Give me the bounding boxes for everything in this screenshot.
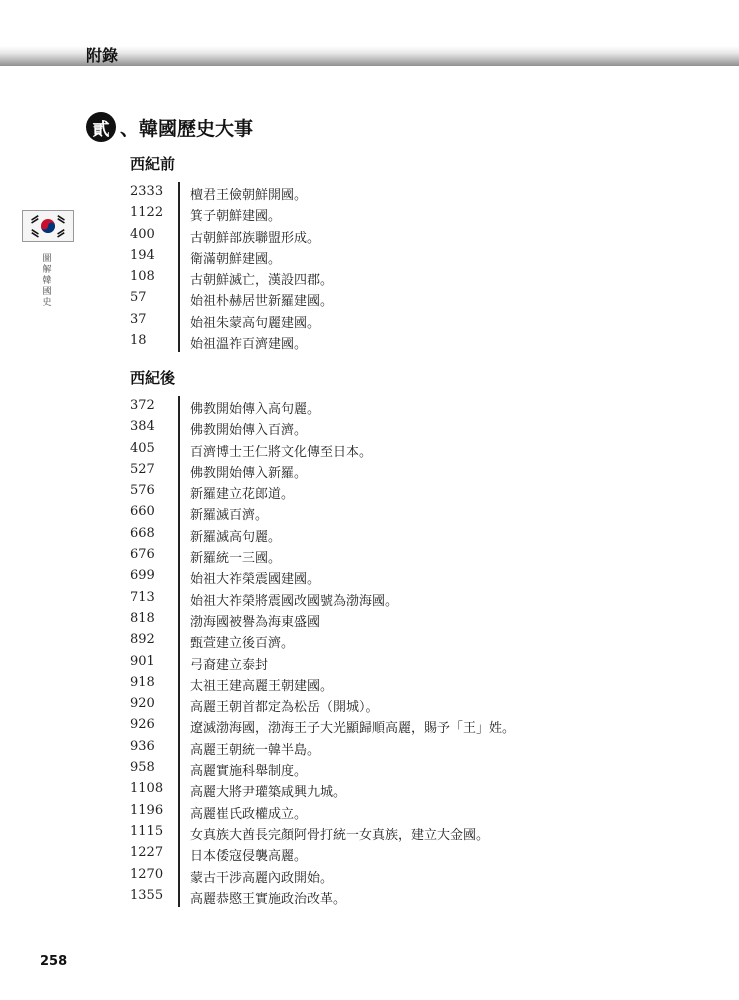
year: 958 — [130, 760, 155, 776]
timeline-bar — [178, 203, 180, 224]
event: 女真族大酋長完顏阿骨打統一女真族，建立大金國。 — [190, 827, 490, 843]
timeline-bar — [178, 460, 180, 481]
year: 400 — [130, 226, 155, 242]
year: 660 — [130, 504, 155, 520]
year: 1227 — [130, 845, 164, 861]
year: 926 — [130, 717, 155, 733]
event: 古朝鮮部族聯盟形成。 — [190, 230, 321, 246]
event: 高麗王朝統一韓半島。 — [190, 742, 321, 758]
event: 蒙古干涉高麗內政開始。 — [190, 870, 334, 886]
event: 衛滿朝鮮建國。 — [190, 251, 282, 267]
year: 901 — [130, 653, 155, 669]
timeline-bar — [178, 588, 180, 609]
timeline-bar — [178, 182, 180, 203]
event: 佛教開始傳入百濟。 — [190, 423, 308, 439]
timeline-bar — [178, 801, 180, 822]
timeline-bar — [178, 310, 180, 331]
year: 384 — [130, 419, 155, 435]
event: 新羅滅高句麗。 — [190, 529, 282, 545]
year: 108 — [130, 269, 155, 285]
year: 37 — [130, 311, 147, 327]
year: 194 — [130, 247, 155, 263]
timeline-bar — [178, 609, 180, 630]
timeline-bar — [178, 630, 180, 651]
event: 新羅建立花郎道。 — [190, 487, 295, 503]
timeline-bar — [178, 737, 180, 758]
page-number: 258 — [40, 954, 68, 969]
timeline-bar — [178, 396, 180, 417]
event: 始祖朱蒙高句麗建國。 — [190, 315, 321, 331]
timeline-bar — [178, 843, 180, 864]
section-separator: 、 — [120, 117, 140, 140]
timeline-bar — [178, 246, 180, 267]
section-title-text: 韓國歷史大事 — [139, 117, 254, 140]
timeline-bar — [178, 267, 180, 288]
year: 892 — [130, 632, 155, 648]
event: 太祖王建高麗王朝建國。 — [190, 678, 334, 694]
year: 1122 — [130, 205, 164, 221]
event: 檀君王儉朝鮮開國。 — [190, 188, 308, 203]
event: 始祖大祚榮震國建國。 — [190, 572, 321, 588]
timeline-bar — [178, 439, 180, 460]
timeline-bar — [178, 673, 180, 694]
event: 新羅統一三國。 — [190, 551, 282, 567]
year: 576 — [130, 483, 155, 499]
bc-heading: 西紀前 — [130, 155, 176, 173]
year: 405 — [130, 440, 155, 456]
timeline-bar — [178, 225, 180, 246]
timeline-bar — [178, 779, 180, 800]
year: 668 — [130, 525, 155, 541]
year: 1108 — [130, 781, 164, 797]
sidebar-vertical-label: 圖解韓國史 — [42, 254, 52, 308]
event: 甄萱建立後百濟。 — [190, 636, 295, 652]
event: 高麗崔氏政權成立。 — [190, 806, 308, 822]
timeline-bar — [178, 865, 180, 886]
timeline-bar — [178, 886, 180, 907]
timeline-bar — [178, 715, 180, 736]
event: 百濟博士王仁將文化傳至日本。 — [190, 444, 373, 460]
year: 920 — [130, 696, 155, 712]
timeline-bar — [178, 694, 180, 715]
event: 始祖溫祚百濟建國。 — [190, 337, 308, 353]
taegeuk-flag-icon — [22, 210, 74, 242]
year: 1196 — [130, 802, 164, 818]
timeline-bar — [178, 758, 180, 779]
timeline-bar — [178, 417, 180, 438]
year: 918 — [130, 674, 155, 690]
timeline-bar — [178, 545, 180, 566]
event: 日本倭寇侵襲高麗。 — [190, 849, 308, 865]
section-number-badge: 貳 — [86, 112, 116, 142]
year: 527 — [130, 461, 155, 477]
event: 高麗實施科舉制度。 — [190, 764, 308, 780]
timeline-bar — [178, 822, 180, 843]
event: 佛教開始傳入高句麗。 — [190, 402, 321, 417]
year: 57 — [130, 290, 147, 306]
event: 古朝鮮滅亡，漢設四郡。 — [190, 273, 334, 289]
year: 1355 — [130, 887, 164, 903]
timeline-bar — [178, 481, 180, 502]
event: 箕子朝鮮建國。 — [190, 209, 282, 225]
event: 弓裔建立泰封 — [190, 657, 269, 673]
year: 2333 — [130, 184, 164, 199]
timeline-bar — [178, 502, 180, 523]
timeline-bar — [178, 566, 180, 587]
section-title — [86, 111, 253, 143]
timeline-bar — [178, 331, 180, 352]
timeline-bar — [178, 288, 180, 309]
year: 372 — [130, 398, 155, 413]
event: 高麗恭愍王實施政治改革。 — [190, 891, 347, 907]
event: 佛教開始傳入新羅。 — [190, 465, 308, 481]
event: 始祖朴赫居世新羅建國。 — [190, 294, 334, 310]
appendix-label: 附錄 — [86, 46, 119, 65]
year: 936 — [130, 738, 155, 754]
event: 高麗大將尹瓘築咸興九城。 — [190, 785, 347, 801]
event: 新羅滅百濟。 — [190, 508, 269, 524]
year: 18 — [130, 333, 147, 349]
year: 676 — [130, 547, 155, 563]
year: 713 — [130, 589, 155, 605]
timeline-bar — [178, 524, 180, 545]
ad-heading: 西紀後 — [130, 369, 176, 387]
year: 699 — [130, 568, 155, 584]
timeline-bar — [178, 652, 180, 673]
year: 818 — [130, 610, 155, 626]
year: 1115 — [130, 823, 164, 839]
event: 始祖大祚榮將震國改國號為渤海國。 — [190, 593, 399, 609]
event: 遼滅渤海國，渤海王子大光顯歸順高麗，賜予「王」姓。 — [190, 721, 516, 737]
year: 1270 — [130, 866, 164, 882]
event: 渤海國被譽為海東盛國 — [190, 614, 321, 630]
event: 高麗王朝首都定為松岳（開城）。 — [190, 700, 379, 716]
